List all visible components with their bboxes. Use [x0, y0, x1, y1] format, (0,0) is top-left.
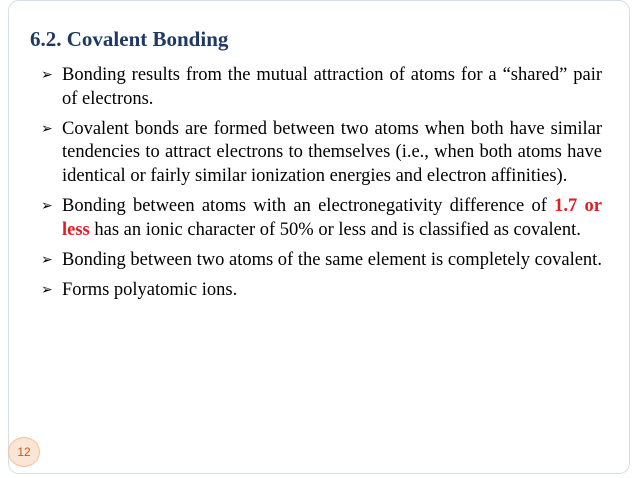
arrow-bullet-icon: ➢ [41, 197, 53, 214]
bullet-text: Bonding results from the mutual attraction of atoms for a “shared” pair of electrons. [62, 65, 602, 109]
bullet-text: Covalent bonds are formed between two atoms when both have similar tendencies to attract electrons to themselves (i.e., when both atoms have identical or fairly similar ionization energies and electron affinities). [62, 118, 602, 186]
bullet-text-before: Bonding between atoms with an electronegativity difference of [62, 195, 555, 216]
bullet-text-after: has an ionic character of 50% or less and is classified as covalent. [89, 219, 581, 240]
arrow-bullet-icon: ➢ [41, 281, 53, 298]
bullet-item [40, 118, 602, 189]
arrow-bullet-icon: ➢ [41, 251, 53, 268]
arrow-bullet-icon: ➢ [41, 67, 53, 83]
slide-title: 6.2. Covalent Bonding [30, 27, 229, 51]
bullet-text: Forms polyatomic ions. [62, 279, 238, 300]
bullet-list [40, 64, 602, 309]
bullet-text: Bonding between two atoms of the same element is completely covalent. [62, 249, 602, 270]
bullet-item [40, 64, 602, 111]
bullet-item [40, 249, 602, 273]
bullet-item [40, 279, 602, 303]
arrow-bullet-icon: ➢ [41, 120, 53, 137]
highlighted-threshold: 1.7 or less [62, 195, 602, 240]
page-number-badge: 12 [8, 437, 40, 467]
bullet-item [40, 195, 602, 242]
